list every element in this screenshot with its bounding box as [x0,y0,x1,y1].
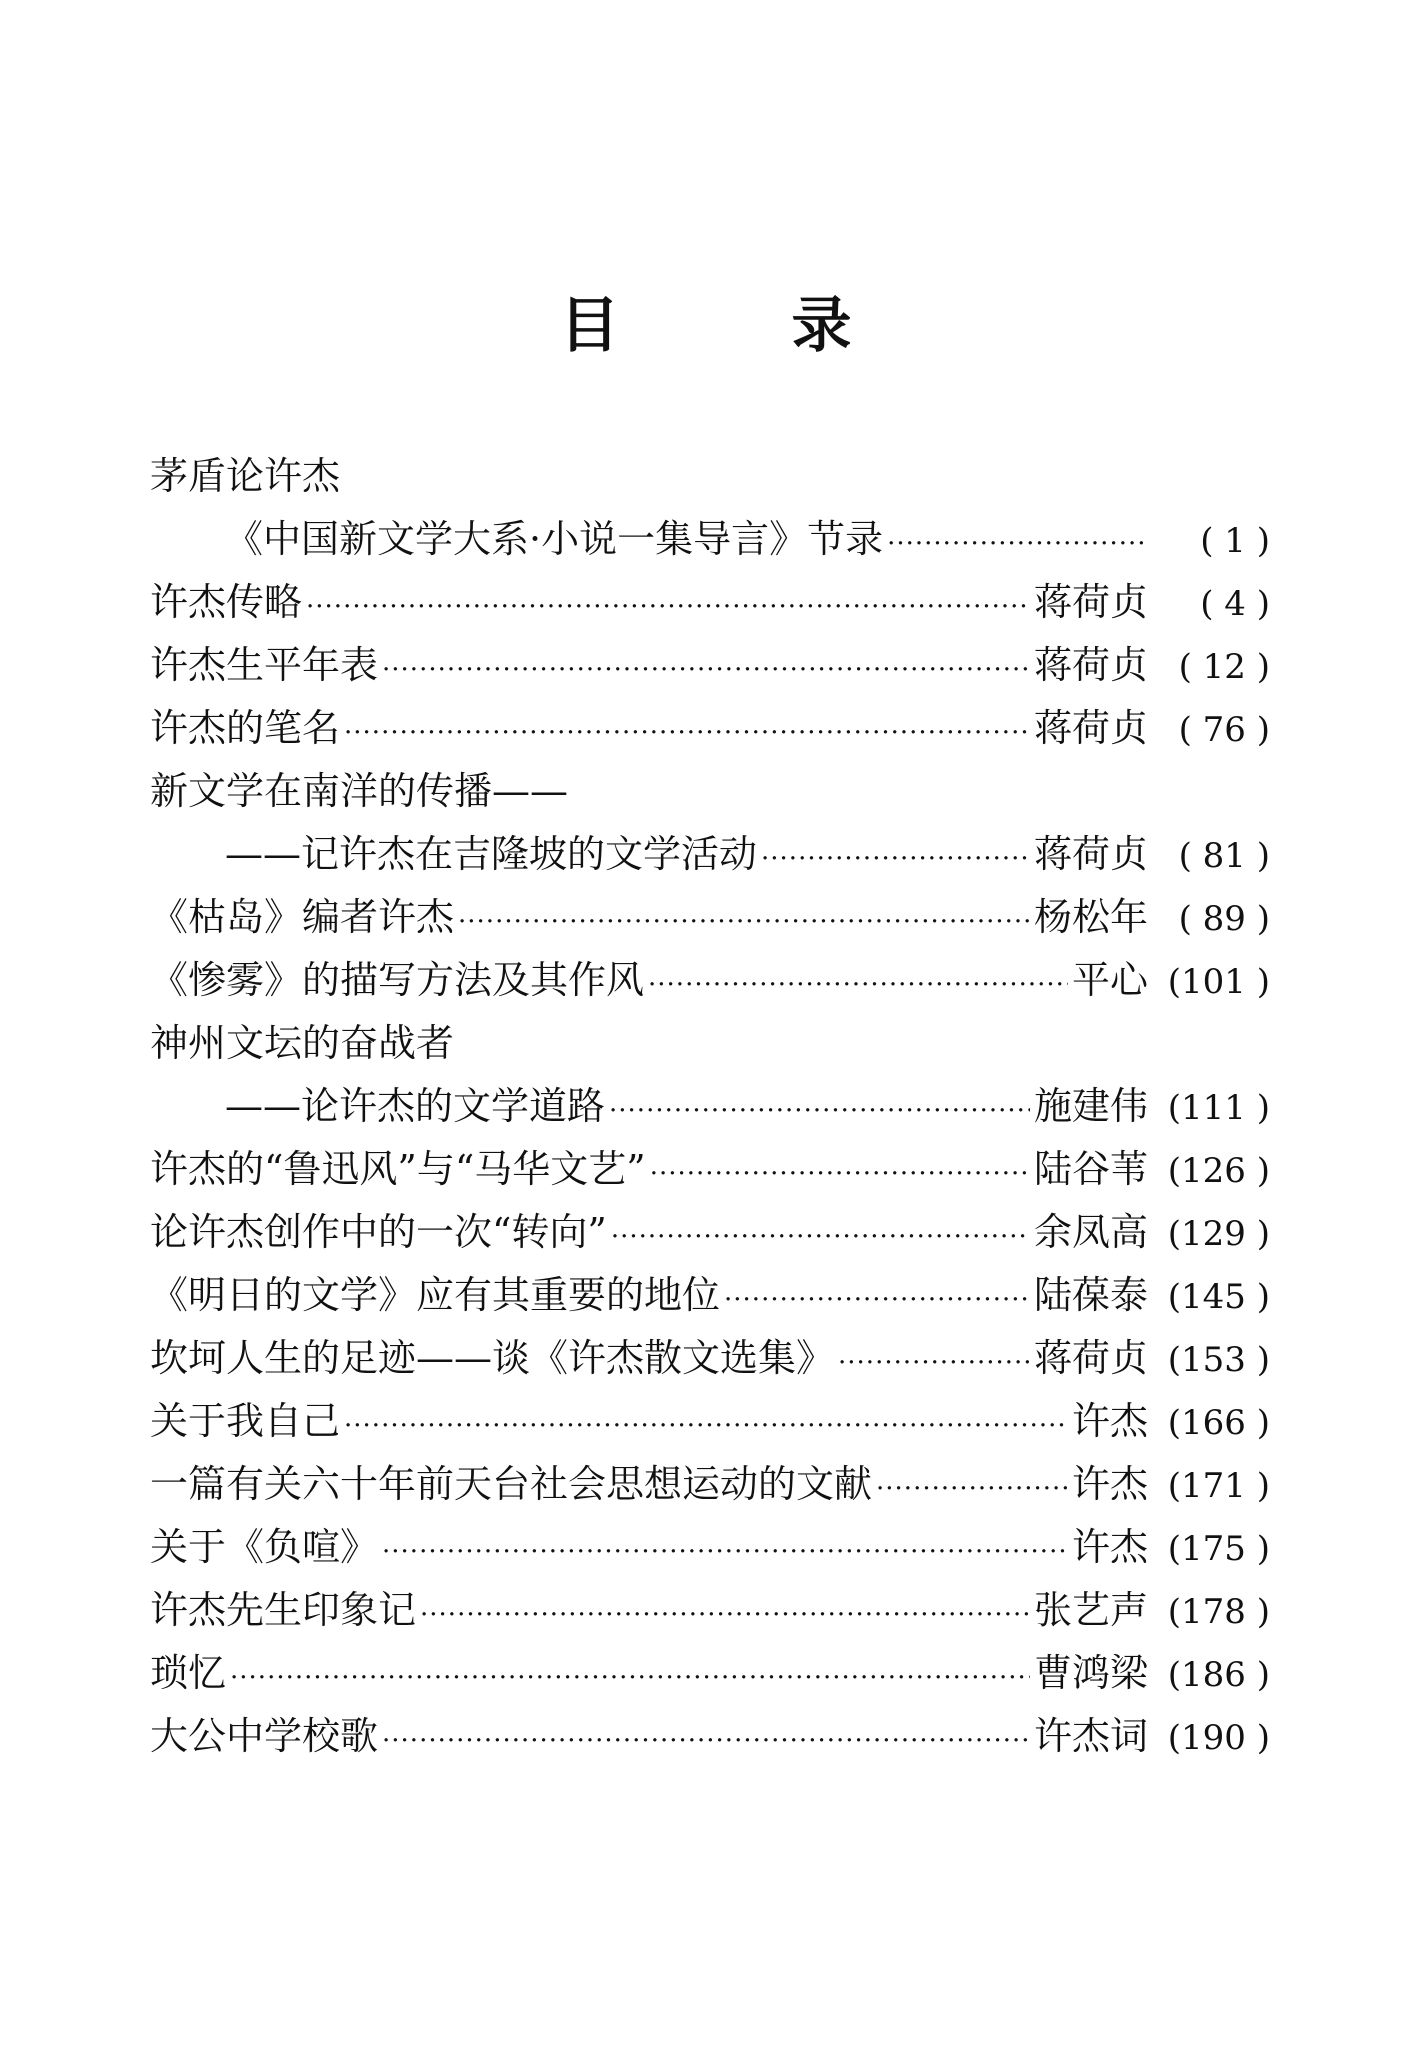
toc-entry-author: 蒋荷贞 [1033,706,1148,750]
toc-entry-author: 曹鸿梁 [1033,1651,1148,1695]
toc-entry [150,1264,1270,1327]
toc-entry-title: 茅盾论许杰 [150,454,341,498]
toc-entry-page: (153 ) [1167,1340,1270,1380]
toc-entry-page: (175 ) [1167,1529,1270,1569]
toc-entry-title: 新文学在南洋的传播—— [150,769,569,813]
toc-entry-title: 许杰传略 [150,580,303,624]
dot-leader [761,828,1030,891]
toc-entry-title: 论许杰创作中的一次“转向” [150,1210,607,1254]
toc-entry [150,1327,1270,1390]
toc-entry [150,886,1270,949]
toc-entry-author: 张艺声 [1033,1588,1148,1632]
dot-leader [611,1206,1030,1269]
toc-entry [150,1201,1270,1264]
title-char-2: 录 [791,291,854,361]
toc-entry-title: 《惨雾》的描写方法及其作风 [150,958,645,1002]
toc-entry-author: 蒋荷贞 [1033,832,1148,876]
toc-entry-title: ——论许杰的文学道路 [225,1084,606,1128]
toc-entry-author: 蒋荷贞 [1033,580,1148,624]
toc-entry [150,571,1270,634]
toc-entry-title: 《中国新文学大系·小说一集导言》节录 [225,517,884,561]
toc-entry-page: (166 ) [1167,1403,1270,1443]
toc-entry [150,445,1270,508]
toc-entry-author: 蒋荷贞 [1033,1336,1148,1380]
toc-entry [150,1390,1270,1453]
dot-leader [382,1710,1030,1773]
toc-entry-title: 一篇有关六十年前天台社会思想运动的文献 [150,1462,873,1506]
toc-entry [150,1075,1270,1138]
toc-entry-title: 《枯岛》编者许杰 [150,895,455,939]
dot-leader [382,1521,1068,1584]
toc-entry-author: 许杰 [1071,1462,1148,1506]
dot-leader [420,1584,1030,1647]
dot-leader [609,1080,1030,1143]
toc-entry-title: 关于我自己 [150,1399,341,1443]
toc-entry-title: 许杰的笔名 [150,706,341,750]
dot-leader [230,1647,1030,1710]
toc-entry-author: 陆谷苇 [1033,1147,1148,1191]
toc-entry-author: 施建伟 [1033,1084,1148,1128]
toc-entry-title: 坎坷人生的足迹——谈《许杰散文选集》 [150,1336,835,1380]
toc-entry-page: ( 81 ) [1178,836,1270,876]
toc-entry [150,1642,1270,1705]
toc-entry-title: 大公中学校歌 [150,1714,379,1758]
toc-entry-title: 许杰生平年表 [150,643,379,687]
toc-entry [150,949,1270,1012]
toc-entry-author: 许杰 [1071,1525,1148,1569]
toc-entry [150,508,1270,571]
toc-entry-page: ( 1 ) [1200,521,1270,561]
toc-entry-title: 许杰先生印象记 [150,1588,417,1632]
toc-entry-page: ( 12 ) [1178,647,1270,687]
toc-entry-page: (101 ) [1167,962,1270,1002]
toc-entry-author: 杨松年 [1033,895,1148,939]
toc-entry [150,634,1270,697]
toc-entry-title: ——记许杰在吉隆坡的文学活动 [225,832,758,876]
dot-leader [650,1143,1030,1206]
toc-entry-page: (190 ) [1167,1718,1270,1758]
toc-entry-author: 许杰词 [1033,1714,1148,1758]
dot-leader [306,576,1030,639]
toc-entry-page: (171 ) [1167,1466,1270,1506]
toc-entry-page: ( 76 ) [1178,710,1270,750]
toc-entry [150,1453,1270,1516]
toc-entry [150,1705,1270,1768]
toc-entry-page: (111 ) [1167,1088,1270,1128]
toc-entry-title: 神州文坛的奋战者 [150,1021,455,1065]
toc-entry [150,823,1270,886]
title-char-1: 目 [559,291,622,361]
toc-entry-author: 余凤高 [1033,1210,1148,1254]
dot-leader [724,1269,1030,1332]
toc-entry [150,1516,1270,1579]
toc-entry-page: ( 89 ) [1178,899,1270,939]
toc-entry-page: (126 ) [1167,1151,1270,1191]
toc-entry-page: (178 ) [1167,1592,1270,1632]
toc-entry-title: 许杰的“鲁迅风”与“马华文艺” [150,1147,646,1191]
toc-entry-page: (129 ) [1167,1214,1270,1254]
table-of-contents [150,445,1270,1768]
dot-leader [876,1458,1068,1521]
dot-leader [382,639,1030,702]
toc-entry-title: 关于《负喧》 [150,1525,379,1569]
toc-entry [150,760,1270,823]
toc-entry-title: 琐忆 [150,1651,227,1695]
toc-entry [150,697,1270,760]
toc-entry-author: 蒋荷贞 [1033,643,1148,687]
dot-leader [458,891,1030,954]
dot-leader [648,954,1068,1017]
dot-leader [838,1332,1030,1395]
page-title [0,278,1413,364]
toc-entry-page: (186 ) [1167,1655,1270,1695]
toc-entry [150,1579,1270,1642]
toc-entry [150,1012,1270,1075]
dot-leader [344,1395,1068,1458]
dot-leader [887,513,1144,576]
toc-entry-page: ( 4 ) [1200,584,1270,624]
toc-entry-title: 《明日的文学》应有其重要的地位 [150,1273,721,1317]
toc-entry-author: 许杰 [1071,1399,1148,1443]
dot-leader [344,702,1030,765]
toc-entry-page: (145 ) [1167,1277,1270,1317]
toc-entry-author: 陆葆泰 [1033,1273,1148,1317]
toc-entry-author: 平心 [1071,958,1148,1002]
toc-entry [150,1138,1270,1201]
